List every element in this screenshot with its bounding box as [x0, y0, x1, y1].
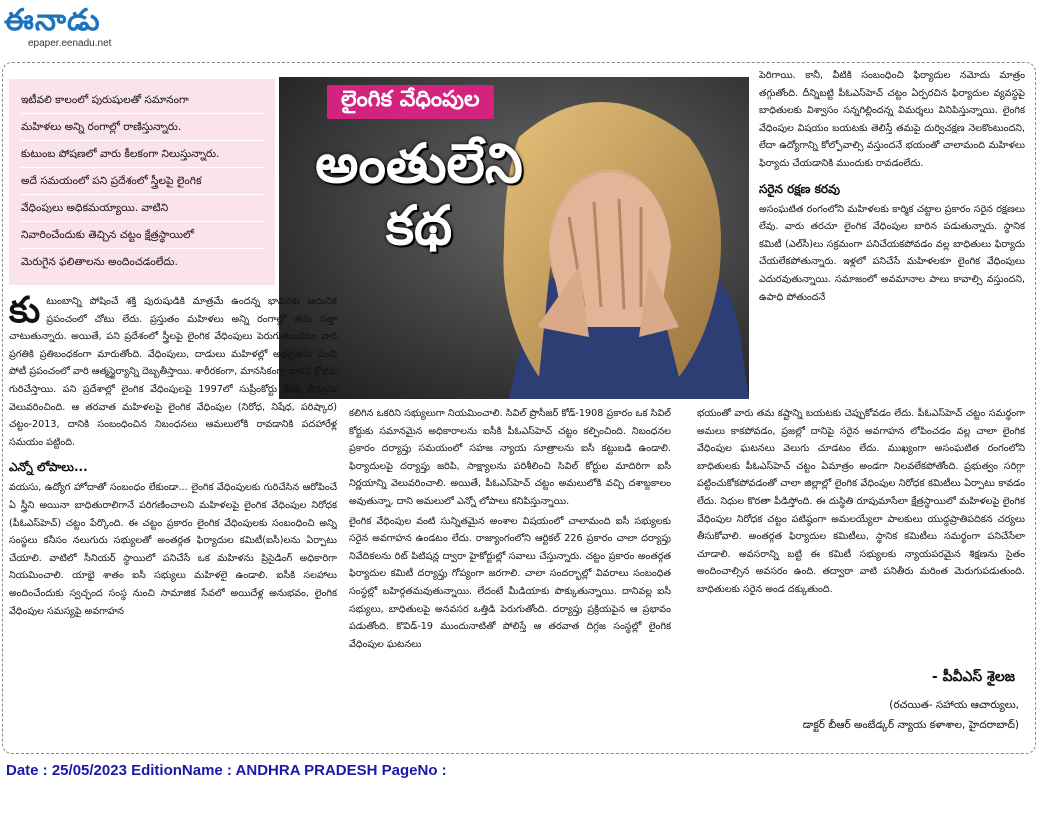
- article-column-2: [349, 405, 671, 749]
- subheading-lack-of-protection: సరైన రక్షణ కరవు: [759, 181, 840, 196]
- eenadu-logo[interactable]: [4, 4, 144, 54]
- intro-line: వేధింపులు అధికమయ్యాయి. వాటిని: [21, 195, 265, 222]
- column-4-paragraph-1: భయంతో వారు తమ కష్టాన్ని బయటకు చెప్పుకోవడం లేదు. పీఓఎస్‌హెచ్‌ చట్టం సమర్థంగా అమలు కాకపోవడం, ప్రజల్లో దానిపై సరైన అవగాహన లోపించడం వల్ల చాలా లైంగిక వేధింపుల ఘటనలు వెలుగు చూడటం లేదు. ముఖ్యంగా అసంఘటిత రంగంలోని బాధితులకు పీఓఎస్‌హెచ్‌ చట్టం ఏమాత్రం అండగా నిలవలేకపోతోంది. ప్రభుత్వం సరిగ్గా పట్టించుకోకపోవడంతో చాలా జిల్లాల్లో లైంగిక వేధింపుల నిరోధక కమిటీలు ఏర్పాటు కావడం లేదు. నిధుల కొరతా పీడిస్తోంది. ఈ దుస్థితి రూపుమాసేలా క్షేత్రస్థాయిలో మహిళలపై లైంగిక వేధింపుల నిరోధక చట్టం పటిష్ఠంగా అమలయ్యేలా పాలకులు యుద్ధప్రాతిపదికన చర్యలు తీసుకోవాలి. అంతర్గత ఫిర్యాదుల కమిటీలు, స్థానిక కమిటీలు సమర్థంగా పనిచేసేలా చూడాలి. అవసరాన్ని బట్టి ఈ కమిటీ సభ్యులకు న్యాయపరమైన శిక్షణను సైతం అందించాల్సిన అవసరం ఉంది. తద్వారా వాటి పనితీరు మరింత మెరుగుపడుతుంది. బాధితులకు సరైన అండ దక్కుతుంది.: [697, 408, 1025, 595]
- site-url: epaper.eenadu.net: [28, 38, 112, 49]
- affiliation-line-1: (రచయిత- సహాయ ఆచార్యులు,: [889, 699, 1019, 711]
- headline-kicker: లైంగిక వేధింపుల: [327, 85, 494, 119]
- column-3-paragraph-1: పెరిగాయి. కానీ, వీటికి సంబంధించి ఫిర్యాదుల నమోదు మాత్రం తగ్గుతోంది. దీన్నిబట్టి పీఓఎస్‌హెచ్‌ చట్టం ఏర్పరచిన ఫిర్యాదుల వ్యవస్థపై బాధితులకు విశ్వాసం సన్నగిల్లిందన్న విమర్శలు వినిపిస్తున్నాయి. లైంగిక వేధింపుల విషయం బయటకు తెలిస్తే తమపై దుర్విచక్షణ నెలకొంటుందని, లేదా ఉద్యోగాన్ని కోల్పోవాల్సి వస్తుందనే భయంతో చాలామంది మహిళలు ఫిర్యాదు చేయడానికి ముందుకు రావడంలేదు.: [759, 70, 1025, 169]
- intro-line: ఇటీవలి కాలంలో పురుషులతో సమానంగా: [21, 87, 265, 114]
- headline: [289, 133, 549, 257]
- intro-line: కుటుంబ పోషణలో వారు కీలకంగా నిలుస్తున్నారు.: [21, 141, 265, 168]
- column-2-paragraph-1: కలిగిన ఒకరిని సభ్యులుగా నియమించాలి. సివిల్‌ ప్రొసీజర్‌ కోడ్‌-1908 ప్రకారం ఒక సివిల్‌ కోర్టుకు సమానమైన అధికారాలను ఐసీకి పీఓఎస్‌హెచ్‌ చట్టం కల్పించింది. నిబంధనల ప్రకారం దర్యాప్తు సమయంలో సహజ న్యాయ సూత్రాలను ఐసీ కట్టుబడి ఉండాలి. ఫిర్యాదులపై దర్యాప్తు జరిపి, సాక్ష్యాలను పరిశీలించి సివిల్‌ కోర్టుల మాదిరిగా ఐసీ నిర్ణయాన్ని వెలువరించాలి. అయితే, పీఓఎస్‌హెచ్‌ చట్టం అమలులోకి వచ్చి దశాబ్దకాలం అవుతున్నా, దాని అమలులో ఎన్నో లోపాలు కనిపిస్తున్నాయి.: [349, 408, 671, 507]
- intro-line: మెరుగైన ఫలితాలను అందించడంలేదు.: [21, 256, 178, 268]
- newspaper-clipping: [2, 62, 1036, 754]
- article-column-1: [9, 293, 337, 748]
- edition-footer: Date : 25/05/2023 EditionName : ANDHRA PRADESH PageNo :: [6, 762, 447, 779]
- logo-wordmark: ఈనాడు: [4, 3, 101, 38]
- intro-line: అదే సమయంలో పని ప్రదేశంలో స్త్రీలపై లైంగిక: [21, 168, 265, 195]
- headline-line-2: కథ: [385, 194, 453, 257]
- article-column-3: [759, 67, 1025, 401]
- article-photo: [279, 77, 749, 399]
- subheading-many-flaws: ఎన్నో లోపాలు...: [9, 460, 88, 475]
- intro-line: నివారించేందుకు తెచ్చిన చట్టం క్షేత్రస్థాయిలో: [21, 222, 265, 249]
- column-2-paragraph-2: లైంగిక వేధింపుల వంటి సున్నితమైన అంశాల విషయంలో చాలామంది ఐసీ సభ్యులకు సరైన అవగాహన ఉండటం లేదు. రాజ్యాంగంలోని ఆర్టికల్‌ 226 ప్రకారం చాలా దర్యాప్తు నివేదికలను రిట్‌ పిటిషన్ల ద్వారా హైకోర్టుల్లో సవాలు చేస్తున్నారు. చట్టం ప్రకారం అంతర్గత ఫిర్యాదుల కమిటీ దర్యాప్తు గోప్యంగా జరగాలి. చాలా సందర్భాల్లో వివరాలు సంబంధిత సంస్థల్లో బహిర్గతమవుతున్నాయి. లేదంటే మీడియాకు పొక్కుతున్నాయి. దానివల్ల ఐసీ సభ్యులు, బాధితులపై అనవసర ఒత్తిడి పెరుగుతోంది. దర్యాప్తు ప్రక్రియపైన ఆ ప్రభావం పడుతోంది. కొవిడ్‌-19 ముందునాటితో పోలిస్తే ఆ తరవాత దిగ్గజ సంస్థల్లో లైంగిక వేధింపుల ఘటనలు: [349, 515, 671, 650]
- column-1-paragraph-1: టుంబాన్ని పోషించే శక్తి పురుషుడికి మాత్రమే ఉందన్న భావనకు ఆధునిక ప్రపంచంలో చోటు లేదు. ప్రస్తుతం మహిళలు అన్ని రంగాల్లో తమ సత్తా చాటుతున్నారు. అయితే, పని ప్రదేశంలో స్త్రీలపై లైంగిక వేధింపులు పెరుగుతుండటం వారి ప్రగతికి ప్రతిబంధకంగా మారుతోంది. వేధింపులు, దాడులు మహిళల్లో అభద్రతను పెంచి పోటీ ప్రపంచంలో వారి ఆత్మస్థైర్యాన్ని దెబ్బతీస్తాయి. శారీరకంగా, మానసికంగా వారిని క్షోభకు గురిచేస్తాయి. పని ప్రదేశాల్లో లైంగిక వేధింపులపై 1997లో సుప్రీంకోర్టు కీలక తీర్పును వెలువరించింది. ఆ తరవాత మహిళలపై లైంగిక వేధింపుల (నిరోధ, నిషేధ, పరిష్కార) చట్టం-2013, దానికి సంబంధించిన నిబంధనలు ఆమలులోకి రావడానికి పదహారేళ్ల సమయం పట్టింది.: [9, 296, 337, 448]
- article-column-4: [697, 405, 1025, 667]
- author-affiliation: [719, 695, 1019, 735]
- column-3-paragraph-2: అసంఘటిత రంగంలోని మహిళలకు కార్మిక చట్టాల ప్రకారం సరైన రక్షణలు లేవు. వారు తరచూ లైంగిక వేధింపుల బారిన పడుతున్నారు. స్థానిక కమిటీ (ఎల్‌సీ)లు సక్రమంగా పనిచేయకపోవడం వల్ల బాధితులు ఫిర్యాదు చేయలేకపోతున్నారు. ఇళ్లలో పనిచేసే మహిళలకూ లైంగిక వేధింపులు ఎదురవుతున్నాయి. సమాజంలో అవమానాల పాలు కావాల్సి వస్తుందని, ఉపాధి పోతుందనే: [759, 203, 1025, 303]
- column-1-paragraph-2: వయసు, ఉద్యోగ హోదాతో సంబంధం లేకుండా... లైంగిక వేధింపులకు గురిచేసిన ఆరోపించే ఏ స్త్రీని అయినా బాధితురాలిగానే పరిగణించాలని మహిళలపై లైంగిక వేధింపుల నిరోధక (పీఓఎస్‌హెచ్‌) చట్టం పేర్కొంది. ఈ చట్టం ప్రకారం లైంగిక వేధింపులకు సంబంధించి అన్ని సంస్థలు కనీసం నలుగురు సభ్యులతో అంతర్గత ఫిర్యాదుల కమిటీ(ఐసీ)లను ఏర్పాటు చేయాలి. వాటిలో సీనియర్‌ స్థాయిలో పనిచేసే ఒక మహిళను ప్రిసైడింగ్‌ అధికారిగా నియమించాలి. యాభై శాతం ఐసీ సభ్యులు మహిళలై ఉండాలి. ఐసీకి సలహాలు అందించేందుకు స్వచ్ఛంద సంస్థ నుంచి సామాజిక సేవలో అయిదేళ్ల అనుభవం, లైంగిక వేధింపుల సమస్యపై అవగాహన: [9, 482, 337, 617]
- author-byline: - పీవీఎస్‌ శైలజ: [931, 669, 1015, 685]
- affiliation-line-2: డాక్టర్‌ బీఆర్‌ అంబేడ్కర్‌ న్యాయ కళాశాల, హైదరాబాద్‌): [802, 719, 1019, 731]
- intro-box: [9, 79, 275, 285]
- drop-cap: కు: [9, 293, 41, 331]
- headline-line-1: అంతులేని: [315, 132, 523, 195]
- intro-line: మహిళలు అన్ని రంగాల్లో రాణిస్తున్నారు.: [21, 114, 265, 141]
